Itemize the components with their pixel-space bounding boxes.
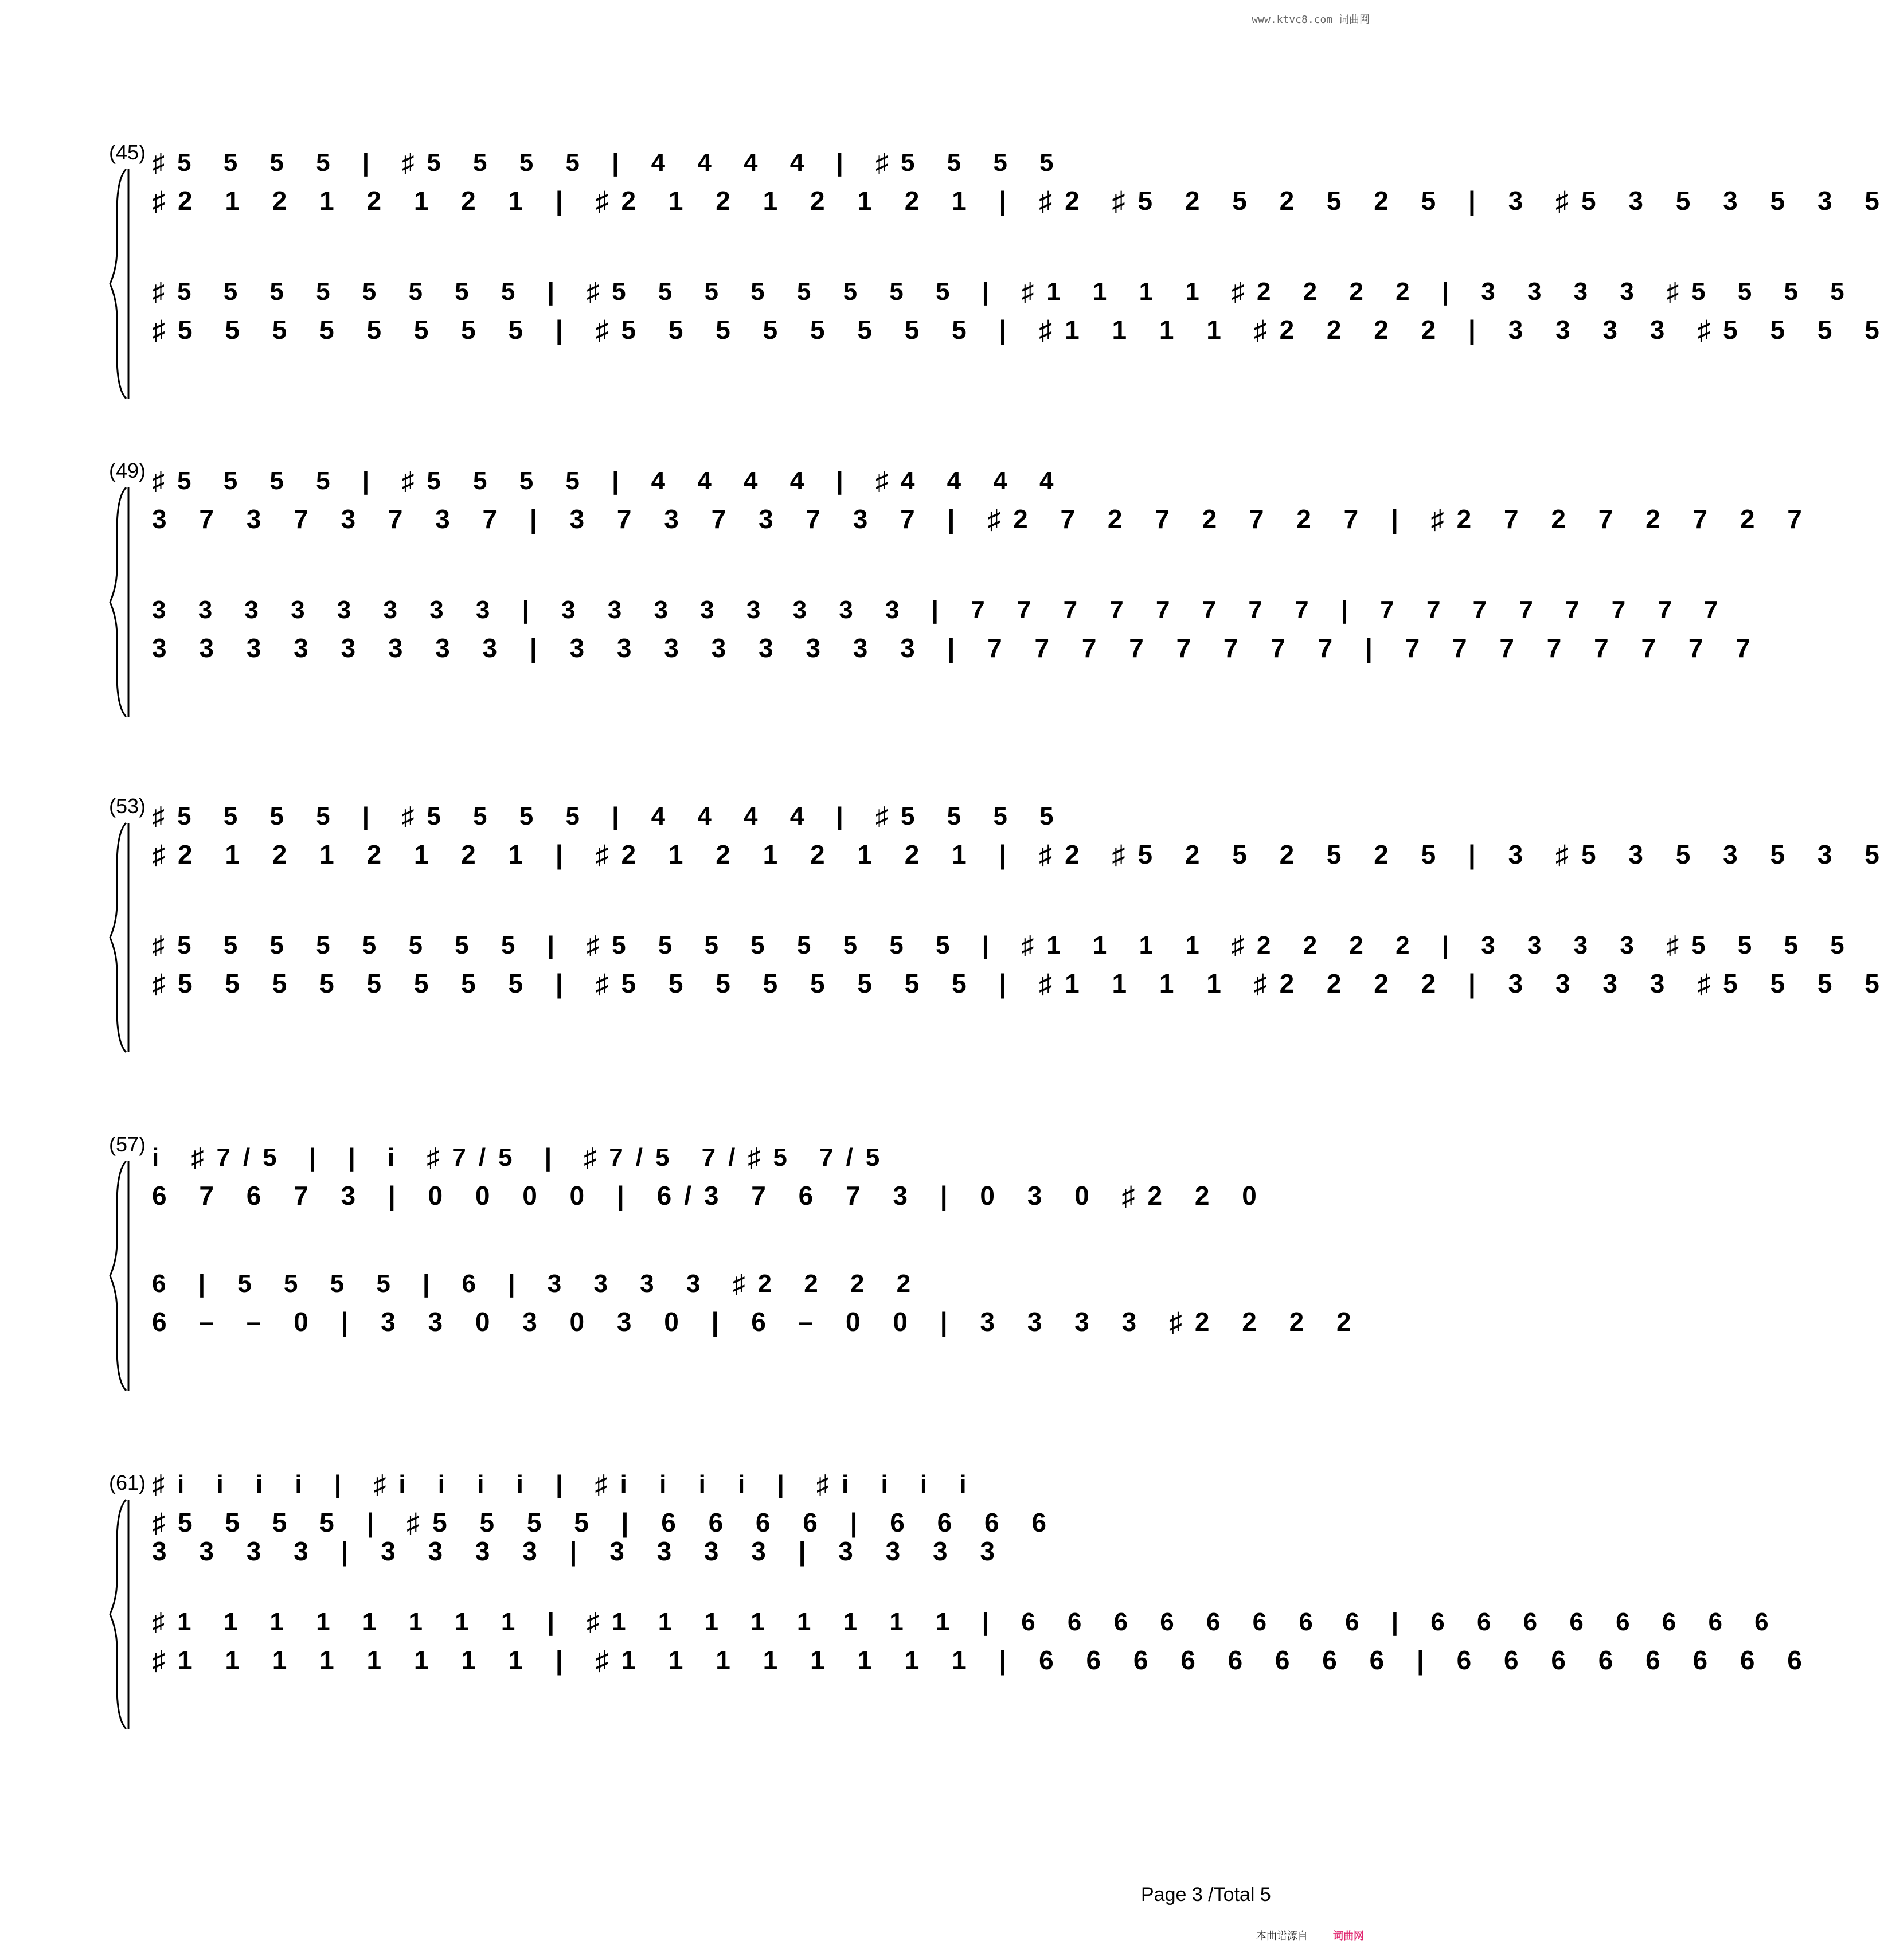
lower-staff-top-row: ♯1 1 1 1 1 1 1 1 | ♯1 1 1 1 1 1 1 1 | 6 6 6 6 6 6 6 6 | 6 6 6 6 6 6 6 6 <box>152 1608 1781 1636</box>
site-watermark-bottom: 本曲谱源自 <box>1256 1930 1308 1942</box>
page-footer: Page 3 /Total 5 <box>1141 1884 1271 1906</box>
upper-staff <box>152 149 1892 232</box>
lower-staff-bottom-row: 6 – – 0 | 3 3 0 3 0 3 0 | 6 – 0 0 | 3 3 3 3 ♯2 2 2 2 <box>152 1307 1364 1337</box>
score-system-5 <box>109 1470 1815 1712</box>
lower-staff <box>152 931 1892 1015</box>
lower-staff-top-row: ♯5 5 5 5 5 5 5 5 | ♯5 5 5 5 5 5 5 5 | ♯1 1 1 1 ♯2 2 2 2 | 3 3 3 3 ♯5 5 5 5 <box>152 931 1857 959</box>
site-watermark-top: www.ktvc8.com 词曲网 <box>1252 14 1370 26</box>
staff-brace-icon <box>109 823 128 1052</box>
lower-staff-bottom-row: 3 3 3 3 3 3 3 3 | 3 3 3 3 3 3 3 3 | 7 7 7 7 7 7 7 7 | 7 7 7 7 7 7 7 7 <box>152 633 1763 663</box>
measure-number: (61) <box>109 1471 146 1494</box>
measure-number: (57) <box>109 1133 146 1156</box>
upper-staff-bottom-row: ♯2 1 2 1 2 1 2 1 | ♯2 1 2 1 2 1 2 1 | ♯2 ♯5 2 5 2 5 2 5 | 3 ♯5 3 5 3 5 3 5 <box>152 840 1892 869</box>
upper-staff-middle-row: ♯5 5 5 5 | ♯5 5 5 5 | 6 6 6 6 | 6 6 6 6 <box>152 1508 1059 1537</box>
score-system-4 <box>109 1133 1364 1373</box>
lower-staff <box>152 1608 1815 1692</box>
score-system-3 <box>109 794 1892 1035</box>
upper-staff-bottom-row: 6 7 6 7 3 | 0 0 0 0 | 6/3 7 6 7 3 | 0 3 0 ♯2 2 0 <box>152 1181 1269 1211</box>
score-system-2 <box>109 459 1815 700</box>
lower-staff-bottom-row: ♯1 1 1 1 1 1 1 1 | ♯1 1 1 1 1 1 1 1 | 6 6 6 6 6 6 6 6 | 6 6 6 6 6 6 6 6 <box>152 1645 1815 1675</box>
lower-staff <box>152 1270 1364 1353</box>
upper-staff-top-row: ♯5 5 5 5 | ♯5 5 5 5 | 4 4 4 4 | ♯4 4 4 4 <box>152 467 1066 495</box>
staff-brace-icon <box>109 169 128 399</box>
lower-staff-bottom-row: ♯5 5 5 5 5 5 5 5 | ♯5 5 5 5 5 5 5 5 | ♯1 1 1 1 ♯2 2 2 2 | 3 3 3 3 ♯5 5 5 5 <box>152 969 1892 998</box>
staff-brace-icon <box>109 487 128 717</box>
upper-staff-bottom-row: 3 7 3 7 3 7 3 7 | 3 7 3 7 3 7 3 7 | ♯2 7 2 7 2 7 2 7 | ♯2 7 2 7 2 7 2 7 <box>152 504 1815 534</box>
measure-number: (53) <box>109 794 146 818</box>
lower-staff <box>152 278 1892 361</box>
measure-number: (45) <box>109 140 146 164</box>
upper-staff-top-row: ♯5 5 5 5 | ♯5 5 5 5 | 4 4 4 4 | ♯5 5 5 5 <box>152 149 1066 177</box>
lower-staff <box>152 596 1763 680</box>
lower-staff-top-row: 3 3 3 3 3 3 3 3 | 3 3 3 3 3 3 3 3 | 7 7 7 7 7 7 7 7 | 7 7 7 7 7 7 7 7 <box>152 596 1731 624</box>
upper-staff-bottom-row: ♯2 1 2 1 2 1 2 1 | ♯2 1 2 1 2 1 2 1 | ♯2 ♯5 2 5 2 5 2 5 | 3 ♯5 3 5 3 5 3 5 <box>152 186 1892 216</box>
upper-staff <box>152 467 1815 550</box>
upper-staff <box>152 1470 1287 1566</box>
upper-staff-top-row: ♯5 5 5 5 | ♯5 5 5 5 | 4 4 4 4 | ♯5 5 5 5 <box>152 802 1066 830</box>
upper-staff-top-row: ♯i i i i | ♯i i i i | ♯i i i i | ♯i i i i <box>152 1470 979 1498</box>
lower-staff-bottom-row: ♯5 5 5 5 5 5 5 5 | ♯5 5 5 5 5 5 5 5 | ♯1 1 1 1 ♯2 2 2 2 | 3 3 3 3 ♯5 5 5 5 <box>152 315 1892 345</box>
score-system-1 <box>109 140 1892 381</box>
left-margin-strip <box>0 0 11 1960</box>
staff-brace-icon <box>109 1161 128 1391</box>
site-logo: 词曲网 <box>1333 1930 1364 1942</box>
measure-number: (49) <box>109 459 146 482</box>
upper-staff <box>152 1143 1287 1227</box>
upper-staff <box>152 802 1892 886</box>
lower-staff-top-row: 6 | 5 5 5 5 | 6 | 3 3 3 3 ♯2 2 2 2 <box>152 1270 924 1298</box>
staff-brace-icon <box>109 1500 128 1729</box>
upper-staff-top-row: i ♯7/5 | | i ♯7/5 | ♯7/5 7/♯5 7/5 <box>152 1143 893 1172</box>
lower-staff-top-row: ♯5 5 5 5 5 5 5 5 | ♯5 5 5 5 5 5 5 5 | ♯1 1 1 1 ♯2 2 2 2 | 3 3 3 3 ♯5 5 5 5 <box>152 278 1857 306</box>
upper-staff-bottom-row: 3 3 3 3 | 3 3 3 3 | 3 3 3 3 | 3 3 3 3 <box>152 1536 1007 1566</box>
